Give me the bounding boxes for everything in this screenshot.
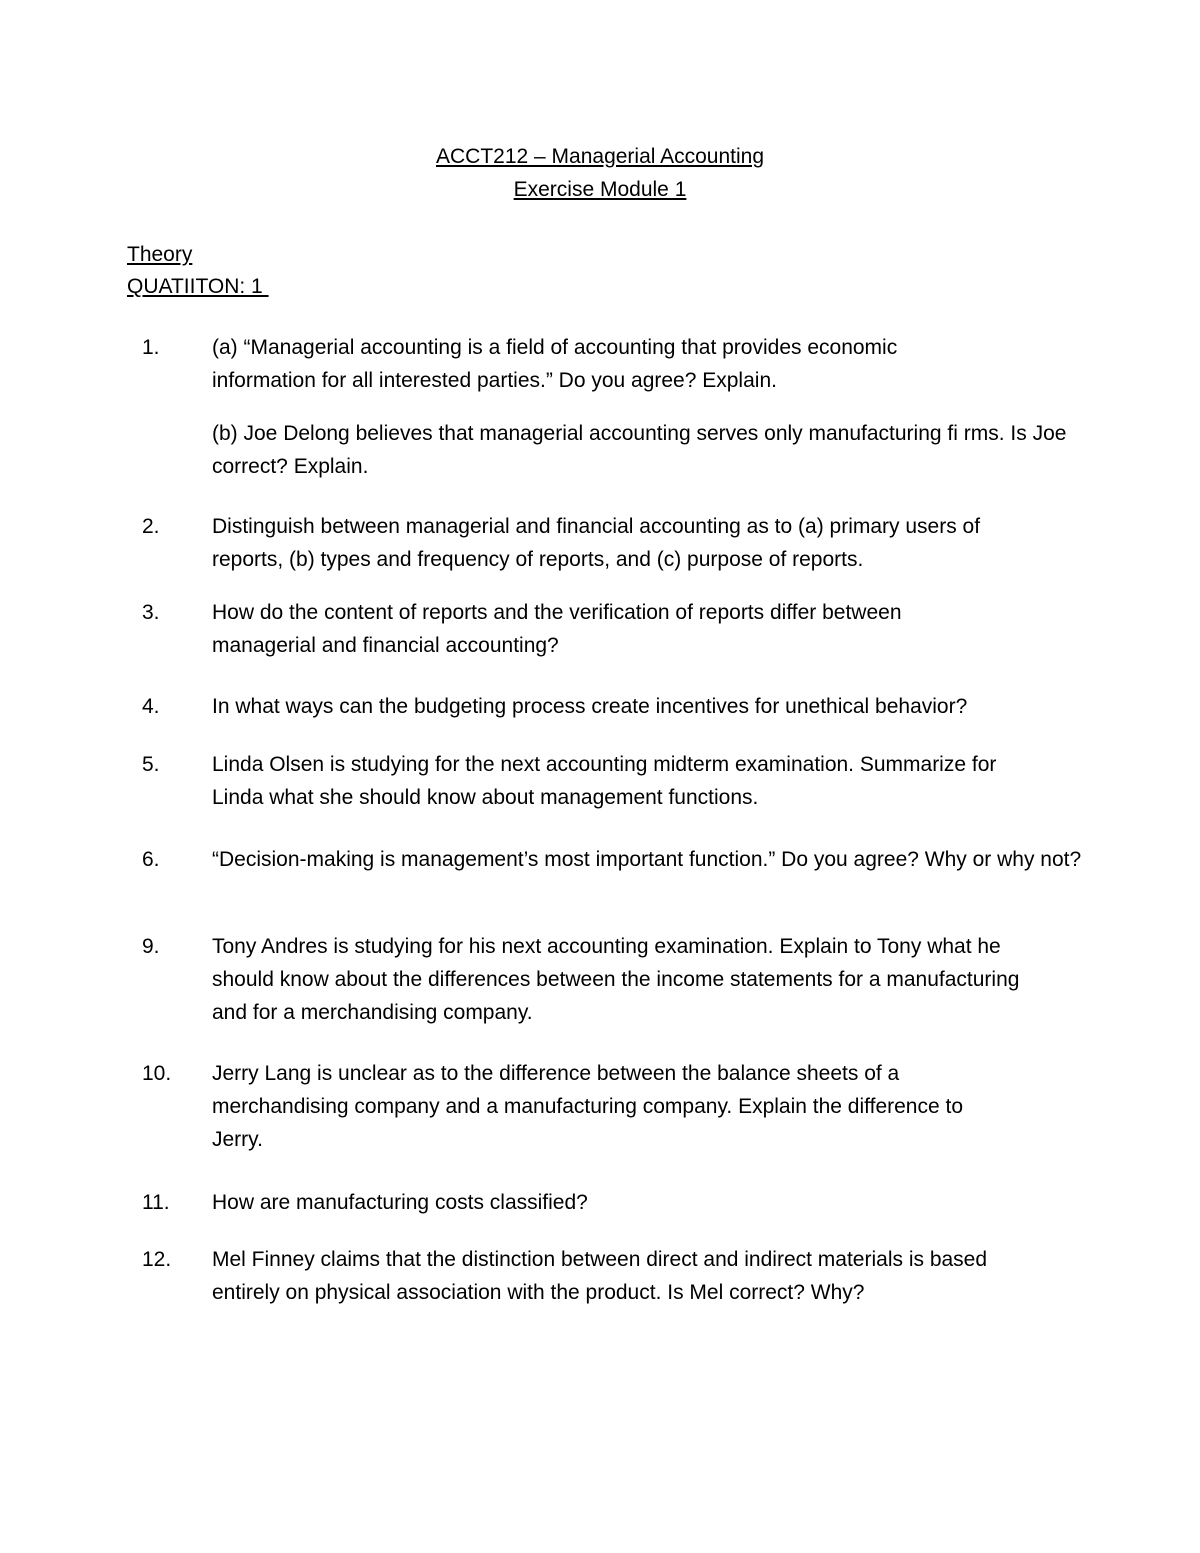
question-text: “Decision-making is management’s most important function.” Do you agree? Why or why not? (212, 848, 1082, 871)
question-number: 3. (142, 601, 160, 624)
question-text: How are manufacturing costs classified? (212, 1191, 588, 1214)
question-heading: QUATIITON: 1 (127, 275, 269, 298)
question-text: Tony Andres is studying for his next accounting examination. Explain to Tony what he should know about the differences between the income statements for a manufacturing and for a merchandising company. (212, 935, 1020, 1024)
question-number: 9. (142, 935, 160, 958)
question-number: 5. (142, 753, 160, 776)
question-text: In what ways can the budgeting process create incentives for unethical behavior? (212, 695, 968, 718)
question-text: Mel Finney claims that the distinction between direct and indirect materials is based entirely on physical association with the product. Is Mel correct? Why? (212, 1248, 988, 1304)
question-text: Jerry Lang is unclear as to the difference between the balance sheets of a merchandising company and a manufacturing company. Explain the difference to Jerry. (212, 1062, 963, 1151)
section-label: Theory (127, 243, 193, 266)
question-number: 6. (142, 848, 160, 871)
question-number: 10. (142, 1062, 172, 1085)
question-text: How do the content of reports and the verification of reports differ between managerial and financial accounting? (212, 601, 902, 657)
question-text: Distinguish between managerial and financial accounting as to (a) primary users of reports, (b) types and frequency of reports, and (c) purpose of reports. (212, 515, 981, 571)
question-number: 2. (142, 515, 160, 538)
question-text-part-b: (b) Joe Delong believes that managerial accounting serves only manufacturing fi rms. Is Joe correct? Explain. (212, 422, 1067, 478)
question-text-part-a: (a) “Managerial accounting is a field of accounting that provides economic information for all interested parties.” Do you agree? Explain. (212, 336, 898, 392)
question-number: 11. (142, 1191, 170, 1214)
course-title (0, 140, 1200, 173)
module-title-text: Exercise Module 1 (513, 178, 687, 201)
course-title-text: ACCT212 – Managerial Accounting (435, 145, 765, 168)
question-number: 4. (142, 695, 160, 718)
question-number: 1. (142, 336, 160, 359)
question-text: Linda Olsen is studying for the next accounting midterm examination. Summarize for Linda what she should know about management functions. (212, 753, 997, 809)
question-number: 12. (142, 1248, 172, 1271)
module-title (0, 173, 1200, 206)
